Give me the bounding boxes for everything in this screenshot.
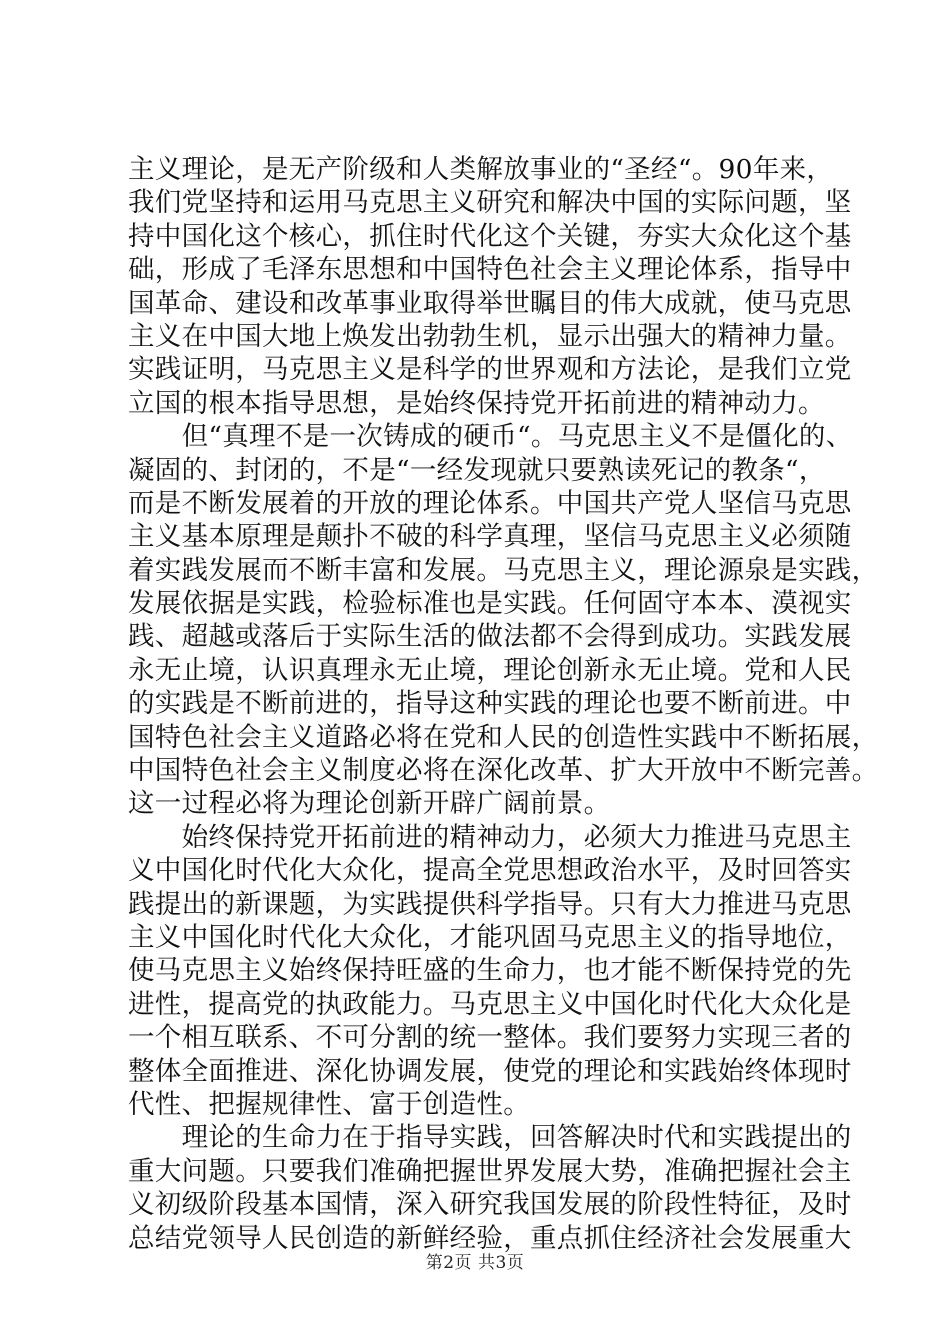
- text-line: 中国特色社会主义制度必将在深化改革、扩大开放中不断完善。: [128, 755, 879, 787]
- text-line: 理论的生命力在于指导实践，回答解决时代和实践提出的: [128, 1122, 852, 1154]
- text-line: 义中国化时代化大众化，提高全党思想政治水平，及时回答实: [128, 855, 852, 887]
- text-line: 践提出的新课题，为实践提供科学指导。只有大力推进马克思: [128, 888, 852, 920]
- text-line: 主义理论，是无产阶级和人类解放事业的“圣经“。90年来，: [128, 154, 834, 185]
- text-line: 重大问题。只要我们准确把握世界发展大势，准确把握社会主: [128, 1155, 852, 1187]
- text-line: 持中国化这个核心，抓住时代化这个关键，夯实大众化这个基: [128, 220, 852, 252]
- text-line: 进性，提高党的执政能力。马克思主义中国化时代化大众化是: [128, 988, 852, 1020]
- text-line: 国革命、建设和改革事业取得举世瞩目的伟大成就，使马克思: [128, 287, 852, 319]
- text-line: 践、超越或落后于实际生活的做法都不会得到成功。实践发展: [128, 621, 852, 653]
- text-line: 发展依据是实践，检验标准也是实践。任何固守本本、漠视实: [128, 588, 852, 620]
- text-line: 这一过程必将为理论创新开辟广阔前景。: [128, 788, 611, 820]
- text-line: 使马克思主义始终保持旺盛的生命力，也才能不断保持党的先: [128, 955, 852, 987]
- text-line: 国特色社会主义道路必将在党和人民的创造性实践中不断拓展，: [128, 721, 879, 753]
- text-line: 但“真理不是一次铸成的硬币“。马克思主义不是僵化的、: [128, 421, 853, 453]
- text-line: 立国的根本指导思想，是始终保持党开拓前进的精神动力。: [128, 387, 825, 419]
- text-line: 而是不断发展着的开放的理论体系。中国共产党人坚信马克思: [128, 487, 852, 519]
- text-line: 凝固的、封闭的，不是“一经发现就只要熟读死记的教条“，: [128, 454, 826, 486]
- text-line: 一个相互联系、不可分割的统一整体。我们要努力实现三者的: [128, 1022, 852, 1054]
- text-line: 永无止境，认识真理永无止境，理论创新永无止境。党和人民: [128, 654, 852, 686]
- body-text: [128, 153, 879, 1255]
- text-line: 实践证明，马克思主义是科学的世界观和方法论，是我们立党: [128, 354, 852, 386]
- text-line: 总结党领导人民创造的新鲜经验，重点抓住经济社会发展重大: [128, 1222, 852, 1254]
- text-line: 整体全面推进、深化协调发展，使党的理论和实践始终体现时: [128, 1055, 852, 1087]
- text-line: 代性、把握规律性、富于创造性。: [128, 1088, 530, 1120]
- page-number-footer: 第2页 共3页: [425, 1253, 525, 1273]
- text-line: 义初级阶段基本国情，深入研究我国发展的阶段性特征，及时: [128, 1189, 852, 1221]
- text-line: 我们党坚持和运用马克思主义研究和解决中国的实际问题，坚: [128, 187, 852, 219]
- text-line: 主义中国化时代化大众化，才能巩固马克思主义的指导地位，: [128, 921, 852, 953]
- text-line: 主义在中国大地上焕发出勃勃生机，显示出强大的精神力量。: [128, 320, 852, 352]
- text-line: 着实践发展而不断丰富和发展。马克思主义，理论源泉是实践，: [128, 554, 879, 586]
- text-line: 的实践是不断前进的，指导这种实践的理论也要不断前进。中: [128, 688, 852, 720]
- text-line: 础，形成了毛泽东思想和中国特色社会主义理论体系，指导中: [128, 254, 852, 286]
- text-line: 主义基本原理是颠扑不破的科学真理，坚信马克思主义必须随: [128, 521, 852, 553]
- text-line: 始终保持党开拓前进的精神动力，必须大力推进马克思主: [128, 821, 852, 853]
